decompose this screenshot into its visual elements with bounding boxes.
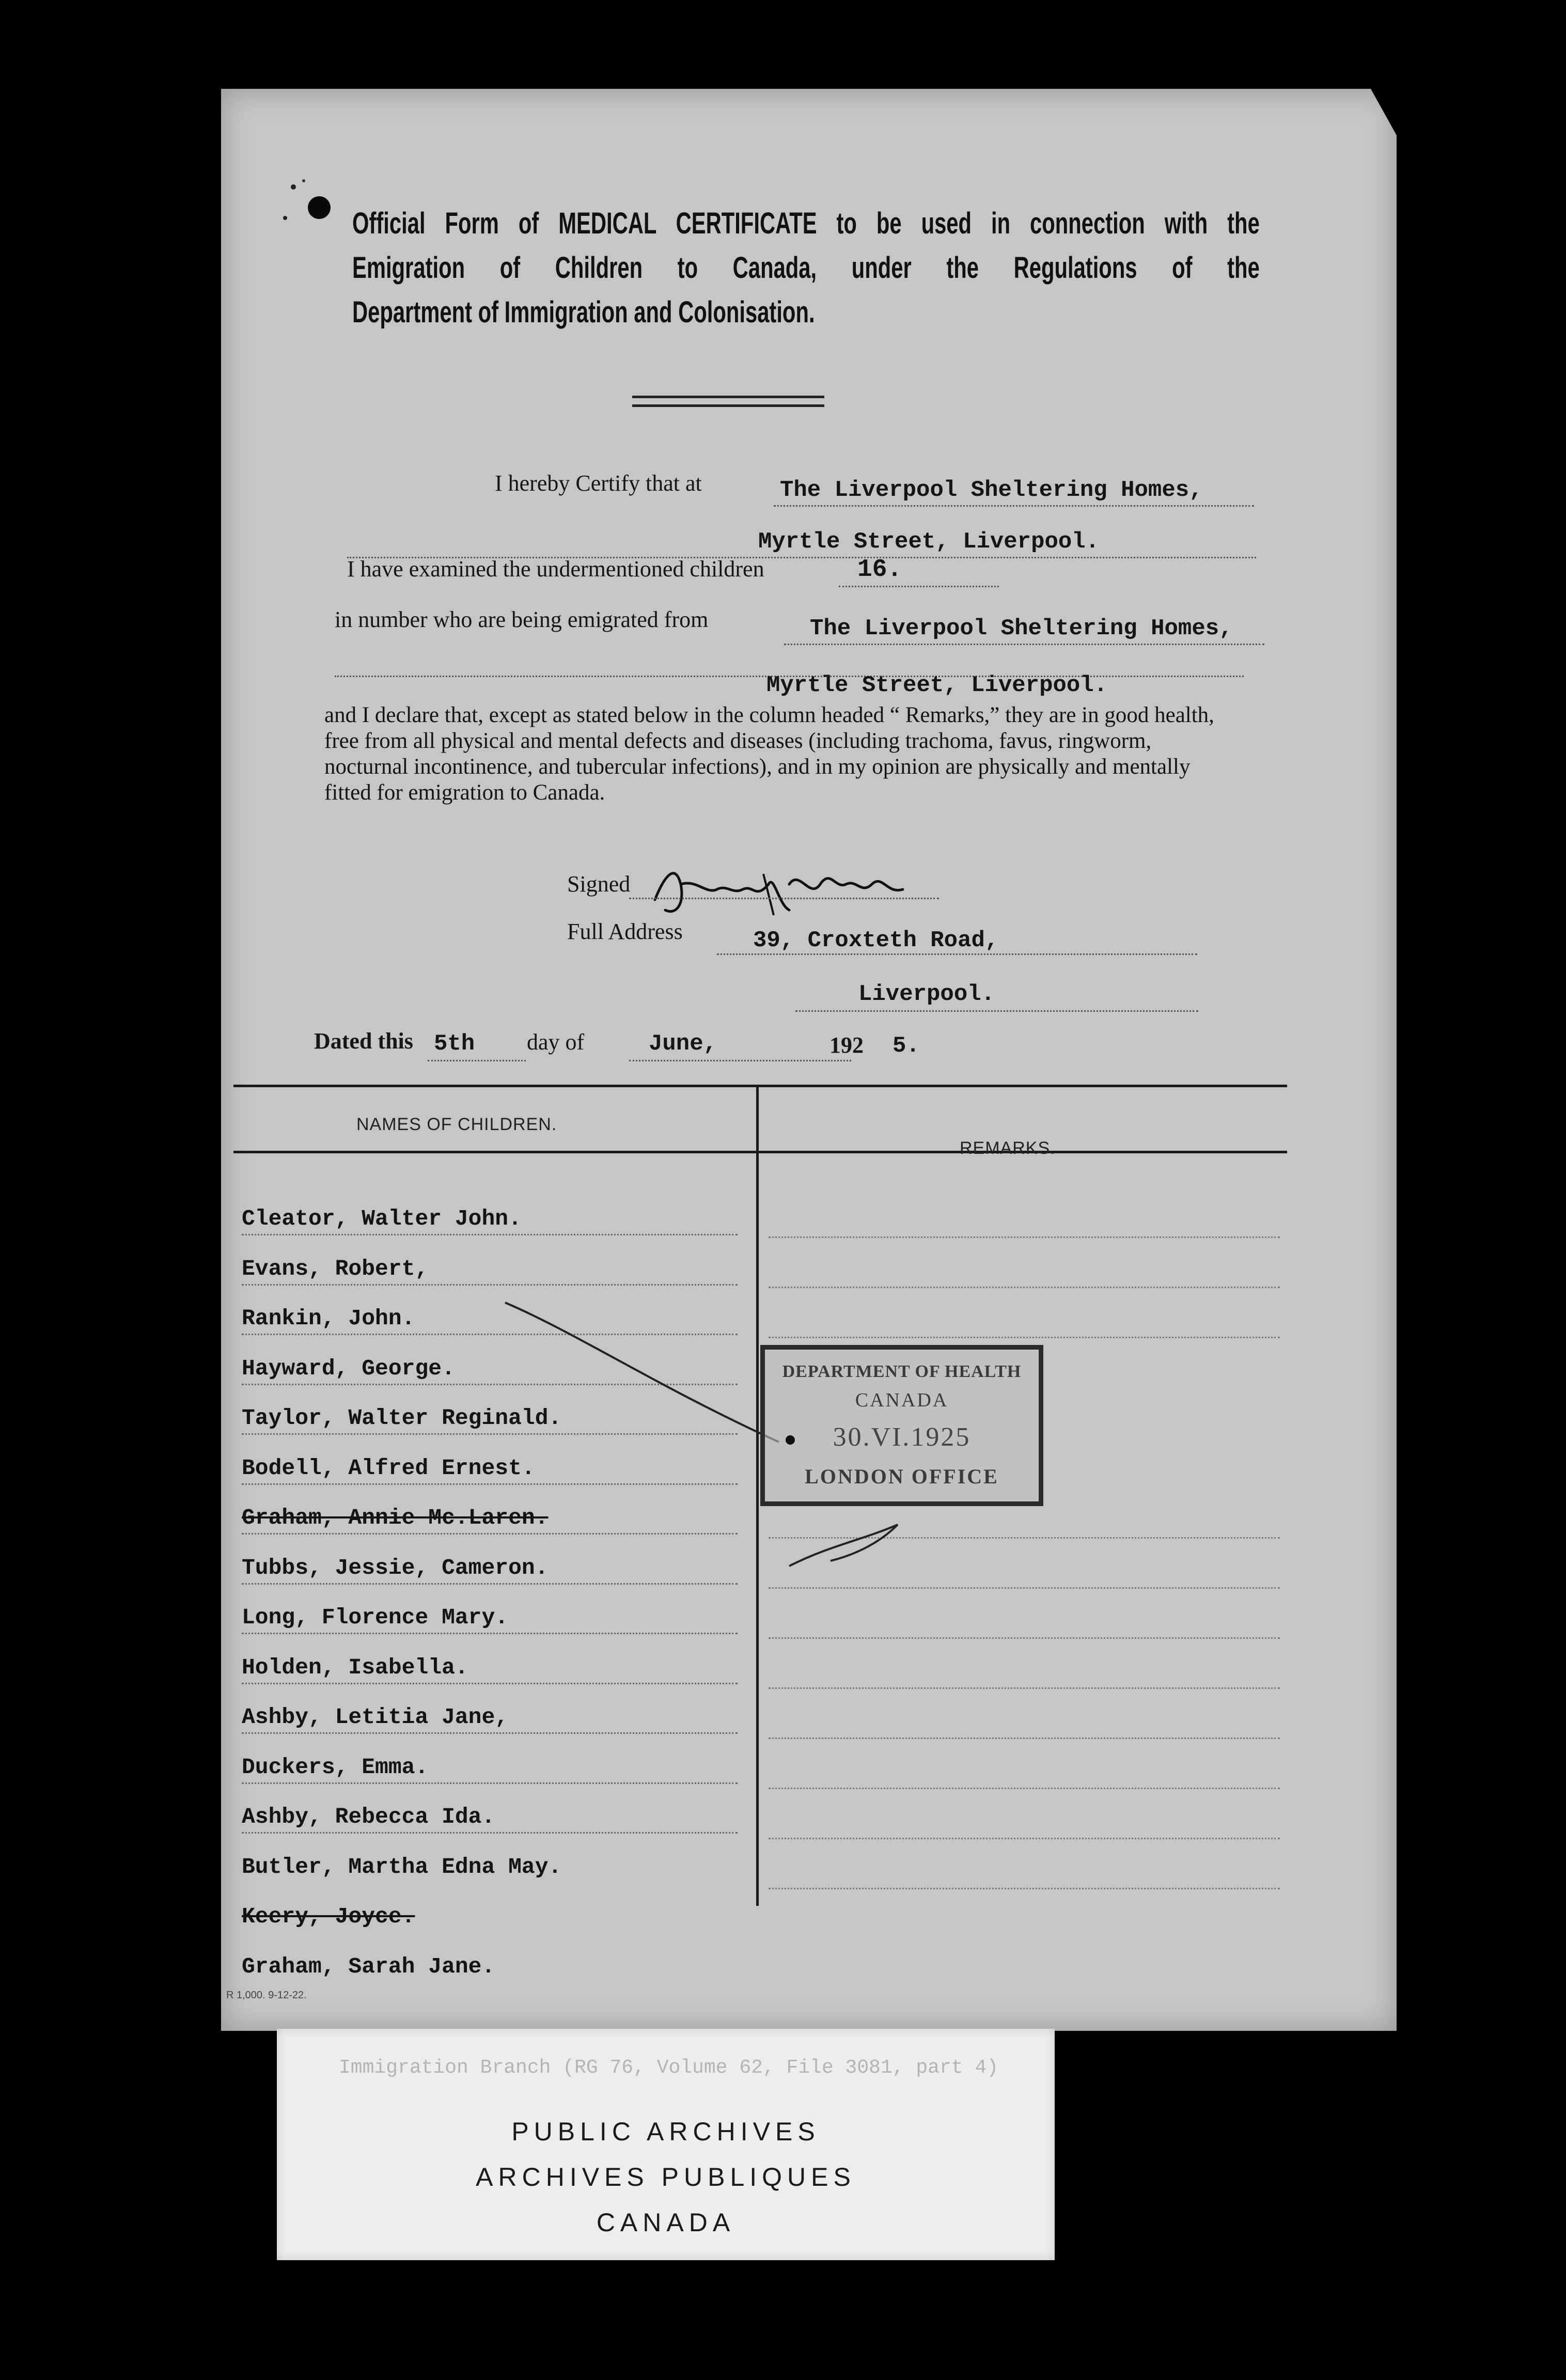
child-name: Evans, Robert, [242,1256,429,1281]
remarks-dotted-line [769,1838,1280,1839]
year-suffix: 5. [892,1033,920,1059]
from-line-2: Myrtle Street, Liverpool. [766,672,1108,698]
dated-label: Dated this [314,1028,413,1054]
remarks-column-header: REMARKS. [960,1138,1056,1158]
stamp-line-1: DEPARTMENT OF HEALTH [782,1362,1022,1381]
certificate-page [221,89,1397,2031]
remarks-dotted-line [769,1737,1280,1739]
child-name: Long, Florence Mary. [242,1605,509,1630]
location-line-2: Myrtle Street, Liverpool. [758,529,1100,555]
child-name: Butler, Martha Edna May. [242,1854,562,1880]
handwritten-signature [645,853,913,926]
remarks-dotted-line [769,1236,1280,1238]
child-row [242,1189,738,1239]
table-top-rule [233,1085,1287,1087]
title-line-1: Official Form of MEDICAL CERTIFICATE to be used in connection with the [352,207,1260,240]
dotted-line [242,1782,738,1784]
declaration-paragraph: and I declare that, except as stated below in the column headed “ Remarks,” they are in good health, free from all physical and mental defects and diseases (including trachoma, favus, ringworm, nocturnal incontinence, and tubercular infections), and in my opinion are physically and mentally fitted for emigration to Canada. [324,703,1214,805]
child-name: Cleator, Walter John. [242,1206,522,1231]
title-divider [632,396,824,407]
archive-line-3: CANADA [596,2208,735,2237]
stamp-date: 30.VI.1925 [833,1422,971,1452]
archive-line-1: PUBLIC ARCHIVES [511,2117,820,2146]
year-prefix: 192 [829,1032,864,1058]
child-name: Taylor, Walter Reginald. [242,1405,562,1431]
child-name: Rankin, John. [242,1306,415,1331]
child-row [242,1887,738,1936]
address-label: Full Address [567,919,683,944]
certify-label: I hereby Certify that at [495,471,702,496]
ink-marks [278,171,340,233]
dotted-line [839,586,999,587]
child-name: Graham, Annie Mc.Laren. [242,1505,549,1530]
remarks-dotted-line [769,1637,1280,1639]
dotted-line [629,898,939,899]
child-row [242,1588,738,1637]
child-name: Ashby, Rebecca Ida. [242,1804,495,1829]
dotted-line [242,1832,738,1834]
child-row [242,1687,738,1737]
remarks-dotted-line [769,1587,1280,1589]
dotted-line [629,1060,851,1061]
archive-line-2: ARCHIVES PUBLIQUES [476,2163,856,2191]
child-name: Ashby, Letitia Jane, [242,1704,509,1730]
dotted-line [242,1234,738,1235]
child-name: Bodell, Alfred Ernest. [242,1455,535,1481]
child-row [242,1638,738,1687]
form-code: R 1,000. 9-12-22. [226,1990,307,2001]
stamp-line-2: CANADA [855,1389,949,1411]
dotted-line [795,1010,1198,1012]
child-name: Duckers, Emma. [242,1754,429,1780]
child-row [242,1787,738,1837]
dotted-line [242,1683,738,1684]
dotted-line [242,1633,738,1634]
remarks-dotted-line [769,1687,1280,1689]
day-of-label: day of [527,1029,585,1055]
child-name: Graham, Sarah Jane. [242,1953,495,1979]
from-line-1: The Liverpool Sheltering Homes, [810,616,1233,641]
table-header-rule [233,1151,1287,1153]
remarks-dotted-line [769,1888,1280,1889]
dotted-line [242,1732,738,1734]
dotted-line [242,1284,738,1286]
child-row [242,1737,738,1787]
child-row [242,1937,738,1986]
health-department-stamp [760,1345,1043,1506]
dotted-line [774,505,1254,507]
title-line-2: Emigration of Children to Canada, under the Regulations of the [352,251,1260,285]
location-line-1: The Liverpool Sheltering Homes, [780,477,1203,503]
signed-label: Signed [567,871,631,897]
title-line-3: Department of Immigration and Colonisation. [352,295,815,329]
folded-corner [1371,89,1397,135]
names-column-header: NAMES OF CHILDREN. [356,1115,557,1134]
dotted-line [784,644,1264,645]
dated-month: June, [649,1031,717,1057]
examined-label: I have examined the undermentioned children [347,556,764,582]
child-row [242,1837,738,1887]
archive-reference: Immigration Branch (RG 76, Volume 62, File 3081, part 4) [339,2057,999,2079]
dated-day: 5th [434,1031,475,1057]
emigrated-label: in number who are being emigrated from [335,607,709,632]
child-name: Holden, Isabella. [242,1654,468,1680]
children-count: 16. [857,556,902,584]
archive-label-card [277,2029,1055,2260]
child-row [242,1239,738,1289]
dotted-line [428,1060,526,1061]
remarks-dotted-line [769,1788,1280,1789]
certificate-title [352,201,1260,335]
stamp-line-4: LONDON OFFICE [805,1465,999,1488]
child-name: Hayward, George. [242,1355,455,1381]
child-name: Tubbs, Jessie, Cameron. [242,1555,549,1580]
address-line-2: Liverpool. [858,981,995,1007]
dotted-line [717,953,1197,955]
remarks-dotted-line [769,1287,1280,1288]
child-name: Keery, Joyce. [242,1904,415,1929]
address-line-1: 39, Croxteth Road, [753,928,999,953]
